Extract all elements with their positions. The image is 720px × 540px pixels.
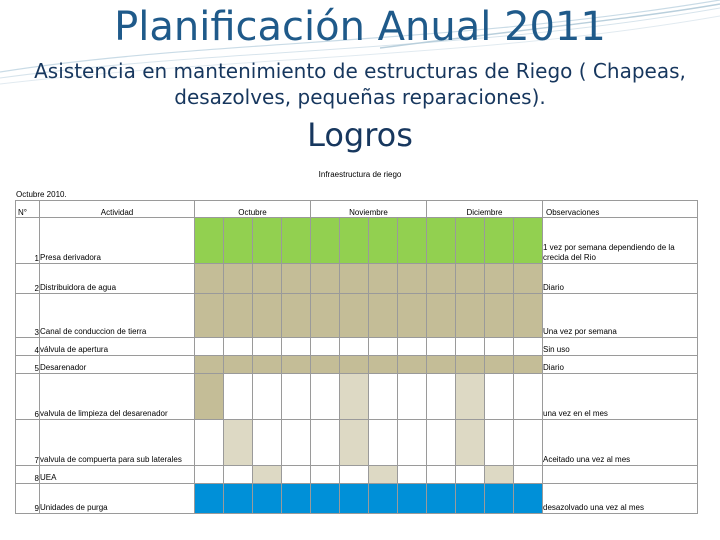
week-cell	[195, 484, 224, 514]
week-cell	[340, 466, 369, 484]
week-cell	[224, 374, 253, 420]
row-number: 7	[16, 420, 40, 466]
week-cell	[485, 484, 514, 514]
table-header-row	[16, 201, 698, 218]
row-number: 9	[16, 484, 40, 514]
row-number: 8	[16, 466, 40, 484]
week-cell	[311, 294, 340, 338]
activity-cell: Unidades de purga	[40, 484, 195, 514]
week-cell	[369, 374, 398, 420]
week-cell	[485, 466, 514, 484]
week-cell	[195, 294, 224, 338]
week-cell	[485, 356, 514, 374]
activity-cell: Distribuidora de agua	[40, 264, 195, 294]
week-cell	[456, 484, 485, 514]
week-cell	[311, 466, 340, 484]
row-number: 4	[16, 338, 40, 356]
week-cell	[456, 218, 485, 264]
week-cell	[398, 294, 427, 338]
week-cell	[253, 338, 282, 356]
observation-cell: Diario	[543, 264, 698, 294]
week-cell	[224, 420, 253, 466]
week-cell	[282, 338, 311, 356]
week-cell	[485, 338, 514, 356]
week-cell	[340, 374, 369, 420]
week-cell	[369, 294, 398, 338]
week-cell	[456, 264, 485, 294]
week-cell	[224, 218, 253, 264]
week-cell	[369, 356, 398, 374]
week-cell	[340, 218, 369, 264]
week-cell	[427, 420, 456, 466]
week-cell	[398, 264, 427, 294]
observation-cell	[543, 466, 698, 484]
week-cell	[485, 264, 514, 294]
week-cell	[456, 374, 485, 420]
week-cell	[427, 466, 456, 484]
week-cell	[398, 338, 427, 356]
header-activity: Actividad	[40, 201, 195, 218]
week-cell	[224, 484, 253, 514]
table-caption: Infraestructura de riego	[318, 170, 402, 179]
week-cell	[398, 374, 427, 420]
table-row	[16, 420, 698, 466]
week-cell	[456, 338, 485, 356]
table-row	[16, 264, 698, 294]
header-november: Noviembre	[311, 201, 427, 218]
week-cell	[398, 466, 427, 484]
week-cell	[398, 420, 427, 466]
week-cell	[253, 484, 282, 514]
week-cell	[282, 374, 311, 420]
observation-cell: Una vez por semana	[543, 294, 698, 338]
week-cell	[427, 356, 456, 374]
week-cell	[253, 356, 282, 374]
week-cell	[195, 374, 224, 420]
table-row	[16, 466, 698, 484]
week-cell	[514, 294, 543, 338]
table-row	[16, 294, 698, 338]
week-cell	[195, 218, 224, 264]
week-cell	[398, 484, 427, 514]
week-cell	[224, 338, 253, 356]
table-row	[16, 338, 698, 356]
week-cell	[311, 338, 340, 356]
row-number: 2	[16, 264, 40, 294]
header-december: Diciembre	[427, 201, 543, 218]
week-cell	[195, 338, 224, 356]
week-cell	[427, 264, 456, 294]
week-cell	[311, 264, 340, 294]
week-cell	[514, 264, 543, 294]
observation-cell: Diario	[543, 356, 698, 374]
week-cell	[224, 294, 253, 338]
activity-cell: valvula de limpieza del desarenador	[40, 374, 195, 420]
week-cell	[282, 294, 311, 338]
week-cell	[369, 484, 398, 514]
observation-cell: desazolvado una vez al mes	[543, 484, 698, 514]
week-cell	[282, 356, 311, 374]
week-cell	[427, 374, 456, 420]
activity-cell: Canal de conduccion de tierra	[40, 294, 195, 338]
section-title: Logros	[307, 116, 413, 154]
page-title: Planificación Anual 2011	[114, 4, 606, 50]
page-subtitle: Asistencia en mantenimiento de estructuras de Riego ( Chapeas, desazolves, pequeñas reparaciones).	[34, 59, 686, 109]
week-cell	[398, 218, 427, 264]
observation-cell: Sin uso	[543, 338, 698, 356]
table-row	[16, 374, 698, 420]
week-cell	[195, 356, 224, 374]
header-october: Octubre	[195, 201, 311, 218]
week-cell	[253, 420, 282, 466]
week-cell	[311, 420, 340, 466]
week-cell	[253, 466, 282, 484]
week-cell	[514, 374, 543, 420]
activity-cell: válvula de apertura	[40, 338, 195, 356]
week-cell	[253, 264, 282, 294]
week-cell	[427, 294, 456, 338]
week-cell	[456, 356, 485, 374]
activity-cell: Desarenador	[40, 356, 195, 374]
week-cell	[282, 420, 311, 466]
week-cell	[485, 374, 514, 420]
table-row	[16, 484, 698, 514]
week-cell	[514, 338, 543, 356]
week-cell	[514, 420, 543, 466]
week-cell	[427, 338, 456, 356]
week-cell	[514, 466, 543, 484]
week-cell	[369, 466, 398, 484]
week-cell	[456, 466, 485, 484]
row-number: 3	[16, 294, 40, 338]
row-number: 5	[16, 356, 40, 374]
week-cell	[224, 264, 253, 294]
week-cell	[456, 420, 485, 466]
week-cell	[427, 484, 456, 514]
observation-cell: 1 vez por semana dependiendo de la crecida del Rio	[543, 218, 698, 264]
week-cell	[369, 338, 398, 356]
table-row	[16, 218, 698, 264]
week-cell	[224, 466, 253, 484]
observation-cell: Aceitado una vez al mes	[543, 420, 698, 466]
row-number: 6	[16, 374, 40, 420]
activity-cell: Presa derivadora	[40, 218, 195, 264]
week-cell	[253, 294, 282, 338]
row-number: 1	[16, 218, 40, 264]
week-cell	[195, 264, 224, 294]
week-cell	[282, 264, 311, 294]
week-cell	[514, 356, 543, 374]
week-cell	[195, 466, 224, 484]
week-cell	[282, 484, 311, 514]
observation-cell: una vez en el mes	[543, 374, 698, 420]
week-cell	[340, 484, 369, 514]
week-cell	[427, 218, 456, 264]
week-cell	[253, 374, 282, 420]
week-cell	[340, 338, 369, 356]
week-cell	[311, 356, 340, 374]
week-cell	[514, 218, 543, 264]
week-cell	[369, 218, 398, 264]
week-cell	[282, 218, 311, 264]
week-cell	[340, 356, 369, 374]
week-cell	[311, 484, 340, 514]
week-cell	[340, 420, 369, 466]
week-cell	[282, 466, 311, 484]
activity-cell: UEA	[40, 466, 195, 484]
week-cell	[311, 218, 340, 264]
week-cell	[456, 294, 485, 338]
activity-cell: valvula de compuerta para sub laterales	[40, 420, 195, 466]
schedule-table	[15, 200, 698, 514]
period-label: Octubre 2010.	[16, 190, 67, 199]
table-row	[16, 356, 698, 374]
week-cell	[340, 294, 369, 338]
header-num: N°	[16, 201, 40, 218]
week-cell	[224, 356, 253, 374]
week-cell	[369, 264, 398, 294]
week-cell	[514, 484, 543, 514]
week-cell	[485, 218, 514, 264]
week-cell	[398, 356, 427, 374]
header-observations: Observaciones	[543, 201, 698, 218]
week-cell	[485, 294, 514, 338]
week-cell	[340, 264, 369, 294]
week-cell	[195, 420, 224, 466]
week-cell	[485, 420, 514, 466]
week-cell	[311, 374, 340, 420]
week-cell	[369, 420, 398, 466]
week-cell	[253, 218, 282, 264]
